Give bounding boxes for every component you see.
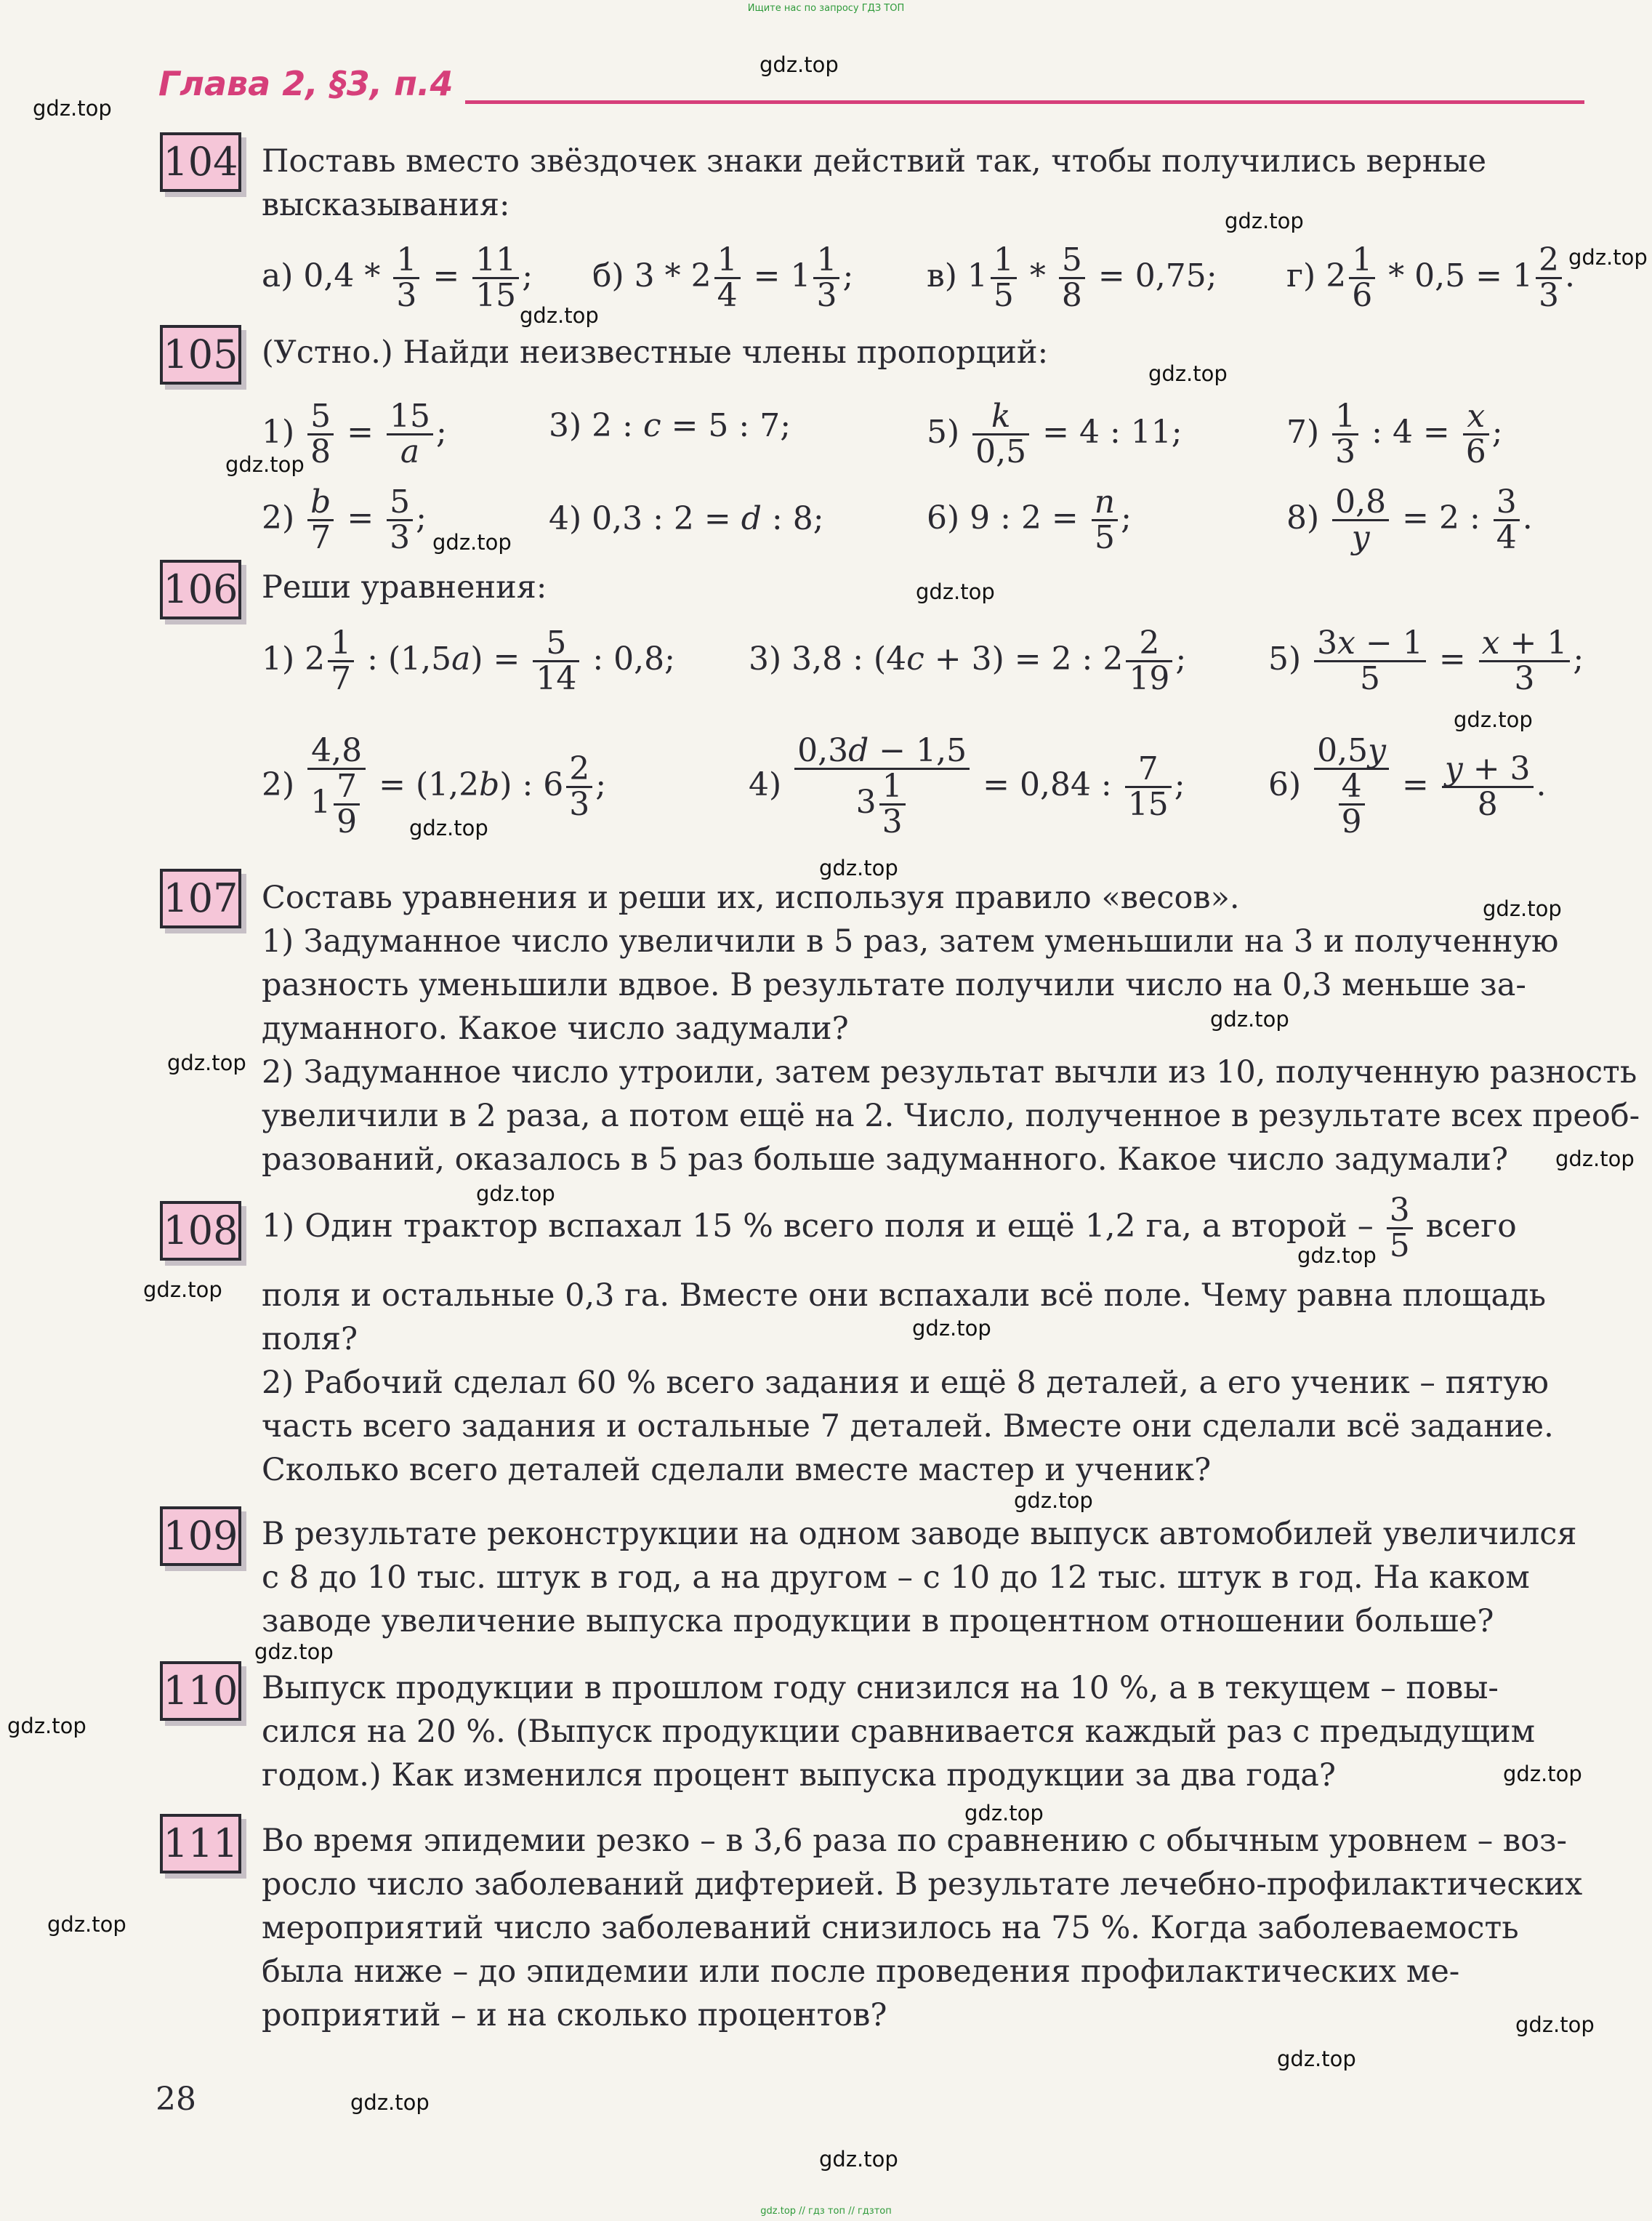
problem-105-4: 4) 0,3 : 2 = d : 8; xyxy=(549,500,824,537)
problem-105-5: 5) $\frac{k}{0,5}$ = 4 : 11; xyxy=(927,398,1182,471)
problem-106-text: Реши уравнения: xyxy=(262,569,547,606)
problem-105-1: 1) $\frac{5}{8}$ = $\frac{15}{a}$ ; xyxy=(262,398,447,471)
watermark: gdz.top xyxy=(47,1912,126,1937)
problem-108-line-1: 1) Один трактор вспахал 15 % всего поля и ещё 1,2 га, а второй – $\frac{3}{5}$ всего xyxy=(262,1192,1517,1265)
watermark: gdz.top xyxy=(1515,2012,1595,2037)
watermark: gdz.top xyxy=(167,1051,246,1075)
watermark: gdz.top xyxy=(1454,707,1533,732)
problem-number-108: 108 xyxy=(160,1201,241,1261)
problem-105-3: 3) 2 : c = 5 : 7; xyxy=(549,407,791,444)
problem-number-110: 110 xyxy=(160,1661,241,1721)
problem-111-line: роприятий – и на сколько процентов? xyxy=(262,1997,887,2033)
problem-105-8: 8) $\frac{0,8}{y}$ = 2 : $\frac{3}{4}$ . xyxy=(1286,483,1533,557)
watermark: gdz.top xyxy=(432,530,512,555)
problem-110-line: Выпуск продукции в прошлом году снизился на 10 %, а в текущем – повы- xyxy=(262,1670,1499,1706)
problem-107-line: Составь уравнения и реши их, используя правило «весов». xyxy=(262,880,1240,916)
problem-107-line: разований, оказалось в 5 раз больше задуманного. Какое число задумали? xyxy=(262,1141,1509,1178)
problem-107-line: 2) Задуманное число утроили, затем результат вычли из 10, полученную разность xyxy=(262,1054,1637,1091)
problem-108-line: Сколько всего деталей сделали вместе мастер и ученик? xyxy=(262,1452,1212,1488)
watermark: gdz.top xyxy=(819,2147,898,2172)
problem-number-106: 106 xyxy=(160,560,241,619)
problem-105-6: 6) 9 : 2 = $\frac{n}{5}$ ; xyxy=(927,483,1132,557)
problem-107-line: увеличили в 2 раза, а потом ещё на 2. Число, полученное в результате всех преоб- xyxy=(262,1098,1640,1134)
problem-104-text-line-1: Поставь вместо звёздочек знаки действий так, чтобы получились верные xyxy=(262,143,1487,180)
problem-109-line: с 8 до 10 тыс. штук в год, а на другом – с 10 до 12 тыс. штук в год. На каком xyxy=(262,1559,1530,1596)
problem-104-b: б) 3 * 2 $\frac{1}{4}$ = 1 $\frac{1}{3}$ ; xyxy=(592,241,854,315)
problem-number-104: 104 xyxy=(160,132,241,192)
problem-108-line: 2) Рабочий сделал 60 % всего задания и ещё 8 деталей, а его ученик – пятую xyxy=(262,1365,1549,1401)
problem-105-2: 2) $\frac{b}{7}$ = $\frac{5}{3}$ ; xyxy=(262,483,427,557)
problem-111-line: была ниже – до эпидемии или после проведения профилактических ме- xyxy=(262,1953,1460,1990)
problem-107-line: думанного. Какое число задумали? xyxy=(262,1011,849,1047)
watermark: gdz.top xyxy=(916,579,995,604)
problem-number-107: 107 xyxy=(160,869,241,928)
problem-108-line: поля и остальные 0,3 га. Вместе они вспахали всё поле. Чему равна площадь xyxy=(262,1277,1546,1314)
watermark: gdz.top xyxy=(143,1277,222,1302)
problem-106-5: 5) $\frac{3x - 1}{5}$ = $\frac{x + 1}{3}$ ; xyxy=(1268,624,1584,698)
watermark: gdz.top xyxy=(350,2090,430,2115)
problem-109-line: заводе увеличение выпуска продукции в процентном отношении больше? xyxy=(262,1603,1494,1639)
problem-108-line: часть всего задания и остальные 7 деталей. Вместе они сделали всё задание. xyxy=(262,1408,1554,1445)
problem-110-line: годом.) Как изменился процент выпуска продукции за два года? xyxy=(262,1757,1336,1794)
problem-104-a: а) 0,4 * $\frac{1}{3}$ = $\frac{11}{15}$ ; xyxy=(262,241,533,315)
watermark: gdz.top xyxy=(254,1639,334,1664)
problem-107-line: 1) Задуманное число увеличили в 5 раз, затем уменьшили на 3 и полученную xyxy=(262,923,1559,960)
watermark: gdz.top xyxy=(1014,1488,1093,1513)
problem-106-3: 3) 3,8 : (4c + 3) = 2 : 2 $\frac{2}{19}$ ; xyxy=(749,624,1187,698)
problem-number-109: 109 xyxy=(160,1506,241,1566)
problem-108-line: поля? xyxy=(262,1321,358,1357)
problem-110-line: сился на 20 %. (Выпуск продукции сравнивается каждый раз с предыдущим xyxy=(262,1714,1536,1750)
problem-number-105: 105 xyxy=(160,325,241,385)
watermark: gdz.top xyxy=(225,452,305,477)
problem-number-111: 111 xyxy=(160,1814,241,1873)
watermark: gdz.top xyxy=(759,52,839,77)
top-note: Ищите нас по запросу ГДЗ ТОП xyxy=(747,3,905,14)
problem-106-1: 1) 2 $\frac{1}{7}$ : (1,5a) = $\frac{5}{14}$ : 0,8; xyxy=(262,624,675,698)
watermark: gdz.top xyxy=(520,303,599,328)
chapter-header: Глава 2, §3, п.4 xyxy=(158,64,454,103)
problem-111-line: росло число заболеваний дифтерией. В результате лечебно-профилактических xyxy=(262,1866,1583,1903)
watermark: gdz.top xyxy=(964,1801,1044,1826)
watermark: gdz.top xyxy=(912,1316,991,1341)
problem-104-c: в) 1 $\frac{1}{5}$ * $\frac{5}{8}$ = 0,75; xyxy=(927,241,1217,315)
page-number: 28 xyxy=(156,2081,196,2118)
watermark: gdz.top xyxy=(409,816,488,840)
bottom-note: gdz.top // гдз топ // гдзтоп xyxy=(760,2206,892,2217)
watermark: gdz.top xyxy=(7,1714,86,1738)
watermark: gdz.top xyxy=(1225,209,1304,233)
problem-106-2: 2) 4,8 1 $\frac{7}{9}$ = (1,2b) : 6 $\frac{2}{3}$ ; xyxy=(262,732,607,841)
problem-111-line: мероприятий число заболеваний снизилось на 75 %. Когда заболеваемость xyxy=(262,1910,1519,1946)
watermark: gdz.top xyxy=(819,856,898,880)
problem-104-d: г) 2 $\frac{1}{6}$ * 0,5 = 1 $\frac{2}{3}$ . xyxy=(1286,241,1575,315)
problem-106-4: 4) 0,3d − 1,5 3 $\frac{1}{3}$ = 0,84 : $\frac{7}{15}$ ; xyxy=(749,732,1185,841)
watermark: gdz.top xyxy=(1277,2047,1356,2071)
problem-111-line: Во время эпидемии резко – в 3,6 раза по сравнению с обычным уровнем – воз- xyxy=(262,1823,1567,1859)
problem-104-text-line-2: высказывания: xyxy=(262,187,510,223)
header-rule xyxy=(465,100,1584,104)
problem-105-text: (Устно.) Найди неизвестные члены пропорций: xyxy=(262,334,1049,371)
watermark: gdz.top xyxy=(476,1181,555,1206)
problem-107-line: разность уменьшили вдвое. В результате получили число на 0,3 меньше за- xyxy=(262,967,1526,1003)
problem-105-7: 7) $\frac{1}{3}$ : 4 = $\frac{x}{6}$ ; xyxy=(1286,398,1503,471)
watermark: gdz.top xyxy=(1210,1007,1289,1032)
watermark: gdz.top xyxy=(1555,1146,1635,1171)
watermark: gdz.top xyxy=(1297,1243,1377,1268)
watermark: gdz.top xyxy=(1503,1762,1582,1786)
problem-109-line: В результате реконструкции на одном заводе выпуск автомобилей увеличился xyxy=(262,1516,1577,1552)
watermark: gdz.top xyxy=(1568,245,1648,270)
watermark: gdz.top xyxy=(1483,896,1562,921)
problem-106-6: 6) $\frac{0,5y}{\frac{4}{9}}$ = $\frac{y + 3}{8}$ . xyxy=(1268,732,1547,841)
watermark: gdz.top xyxy=(33,96,112,121)
watermark: gdz.top xyxy=(1148,361,1228,386)
